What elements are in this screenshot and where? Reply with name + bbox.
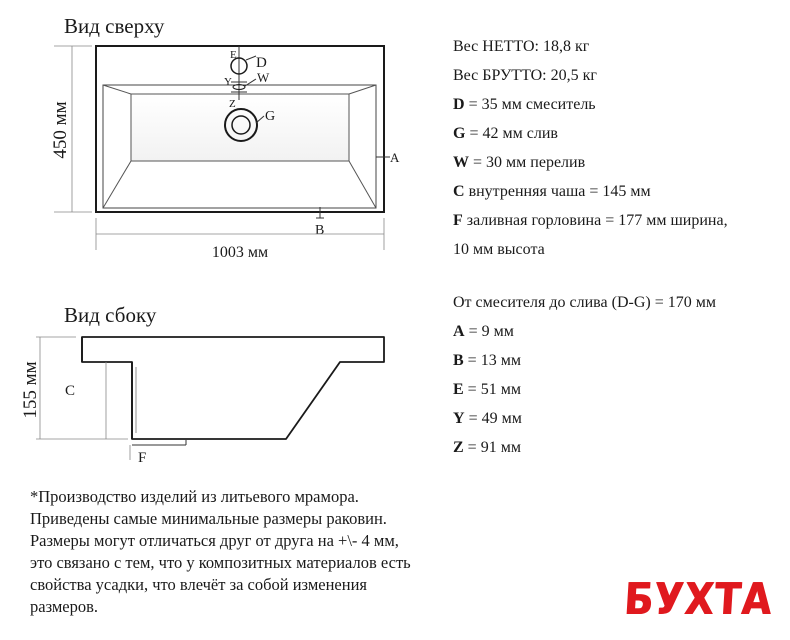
footnote-line: это связано с тем, что у композитных материалов есть (30, 553, 411, 572)
side-profile (82, 337, 384, 439)
bowl-floor (131, 94, 349, 161)
footnote-line: размеров. (30, 597, 99, 616)
callout-f: F (138, 450, 147, 466)
callout-z: Z (229, 98, 236, 110)
footnote-line: Приведены самые минимальные размеры раковин. (30, 509, 387, 528)
top-view-title: Вид сверху (64, 14, 165, 38)
spec-item: F заливная горловина = 177 мм ширина, (453, 212, 728, 229)
distance-list (453, 288, 716, 462)
callout-c: C (65, 383, 76, 399)
footnote (30, 486, 470, 618)
distance-item: Z = 91 мм (453, 439, 521, 456)
spec-item: W = 30 мм перелив (453, 154, 586, 171)
brand-logo (624, 568, 772, 630)
distance-item: Y = 49 мм (453, 410, 522, 427)
callout-a: A (390, 150, 400, 165)
callout-b: B (315, 223, 325, 238)
callout-d: D (256, 55, 267, 71)
brand-logo-text: БУХТА (622, 573, 774, 625)
spec-item: D = 35 мм смеситель (453, 96, 596, 113)
footnote-line: Размеры могут отличаться друг от друга на +\- 4 мм, (30, 531, 399, 550)
depth-dimension (50, 46, 92, 212)
spec-item: 10 мм высота (453, 241, 545, 258)
spec-item: Вес БРУТТО: 20,5 кг (453, 67, 597, 84)
distance-item: E = 51 мм (453, 381, 521, 398)
width-label: 1003 мм (211, 244, 269, 261)
distance-item: B = 13 мм (453, 352, 521, 369)
callout-y: Y (224, 76, 232, 88)
side-view-title: Вид сбоку (64, 303, 157, 327)
callout-g: G (265, 109, 276, 124)
spec-item: G = 42 мм слив (453, 125, 558, 142)
height-label: 155 мм (20, 361, 41, 419)
width-dimension (96, 218, 384, 261)
side-view (20, 337, 384, 466)
spec-list (453, 32, 728, 264)
spec-item: Вес НЕТТО: 18,8 кг (453, 38, 590, 55)
top-view (50, 46, 400, 261)
distance-item: A = 9 мм (453, 323, 514, 340)
footnote-line: *Производство изделий из литьевого мрамора. (30, 487, 359, 506)
depth-label: 450 мм (50, 101, 71, 159)
callout-e: E (230, 49, 237, 61)
distance-item: От смесителя до слива (D-G) = 170 мм (453, 294, 716, 311)
spec-item: C внутренняя чаша = 145 мм (453, 183, 651, 200)
footnote-line: свойства усадки, что влечёт за собой изменения (30, 575, 367, 594)
callout-w: W (257, 70, 270, 85)
